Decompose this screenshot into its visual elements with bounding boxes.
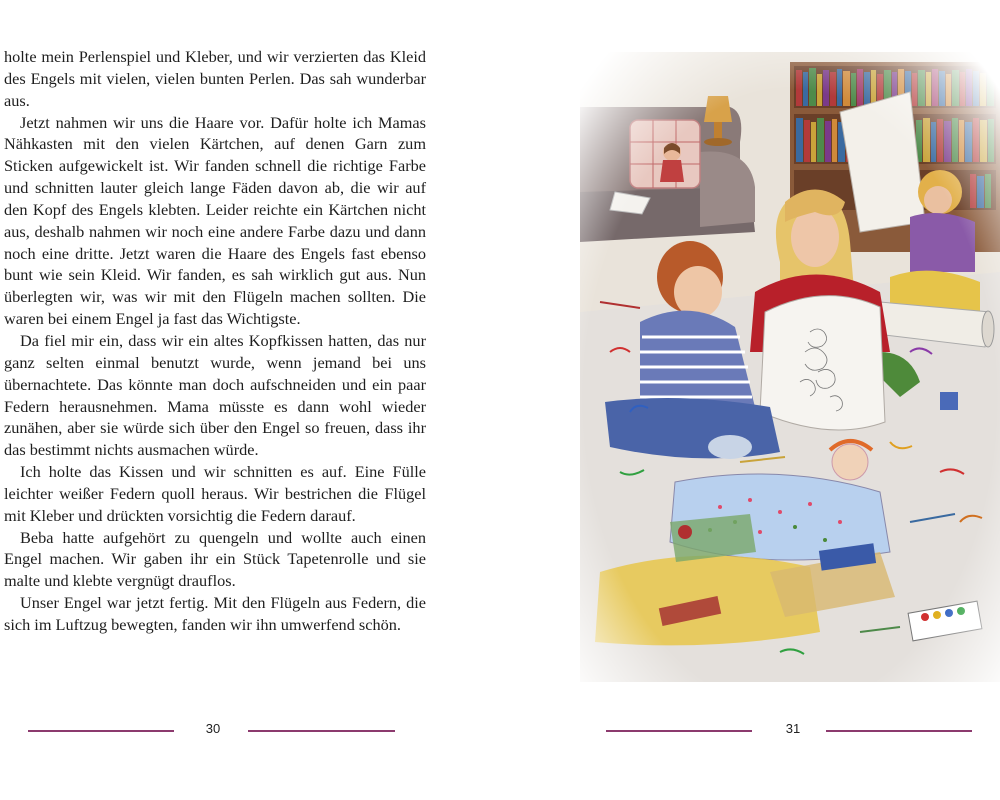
paragraph: Unser Engel war jetzt fertig. Mit den Flügeln aus Federn, die sich im Luftzug bewegten, fanden wir ihn umwerfend schön. — [4, 593, 426, 634]
paragraph: Ich holte das Kissen und wir schnitten es auf. Eine Fülle leichter weißer Federn quoll heraus. Wir bestrichen die Flügel mit Kleber und drückten vorsichtig die Federn darauf. — [4, 462, 426, 525]
paragraph: Da fiel mir ein, dass wir ein altes Kopfkissen hatten, das nur ganz selten einmal benutzt wurde, wenn jemand bei uns übernachtete. Das könnte man doch aufschneiden und ein paar Federn herausnehmen. Mama müsste es dann wohl wieder zunähen, aber sie würde sich über den Engel so freuen, dass ihr das bestimmt nichts ausmachen würde. — [4, 330, 426, 460]
paragraph: Jetzt nahmen wir uns die Haare vor. Dafür holte ich Mamas Nähkasten mit den vielen Kärtchen, auf denen Garn zum Sticken aufgewickelt ist. Wir fanden schnell die richtige Farbe und schnitten lauter gleich lange Fäden davon ab, die wir auf den Kopf des Engels klebten. Leider reichte ein Kärtchen nicht aus, deshalb nahmen wir noch eine andere Farbe dazu und dann noch eine dritte. Jetzt waren die Haare des Engels fast ebenso bunt wie sein Kleid. Wir fanden, es sah wirklich gut aus. Nun überlegten wir, was wir mit den Flügeln machen sollten. Die waren bei einem Engel ja fast das Wichtigste. — [4, 112, 426, 329]
children-crafting-illustration — [580, 52, 1000, 682]
body-text — [4, 46, 426, 636]
page-number-right: 31 — [785, 721, 801, 736]
footer-rule-left-b — [248, 730, 395, 732]
vignette — [580, 52, 1000, 682]
paragraph: holte mein Perlenspiel und Kleber, und wir verzierten das Kleid des Engels mit vielen, vielen bunten Perlen. Das sah wunderbar aus. — [4, 47, 426, 110]
page-number-left: 30 — [205, 721, 221, 736]
right-page — [560, 0, 1000, 800]
left-page — [0, 0, 440, 800]
paragraph: Beba hatte aufgehört zu quengeln und wollte auch einen Engel machen. Wir gaben ihr ein Stück Tapetenrolle und sie malte und klebte vergnügt drauflos. — [4, 527, 426, 591]
footer-rule-left-a — [28, 730, 174, 732]
